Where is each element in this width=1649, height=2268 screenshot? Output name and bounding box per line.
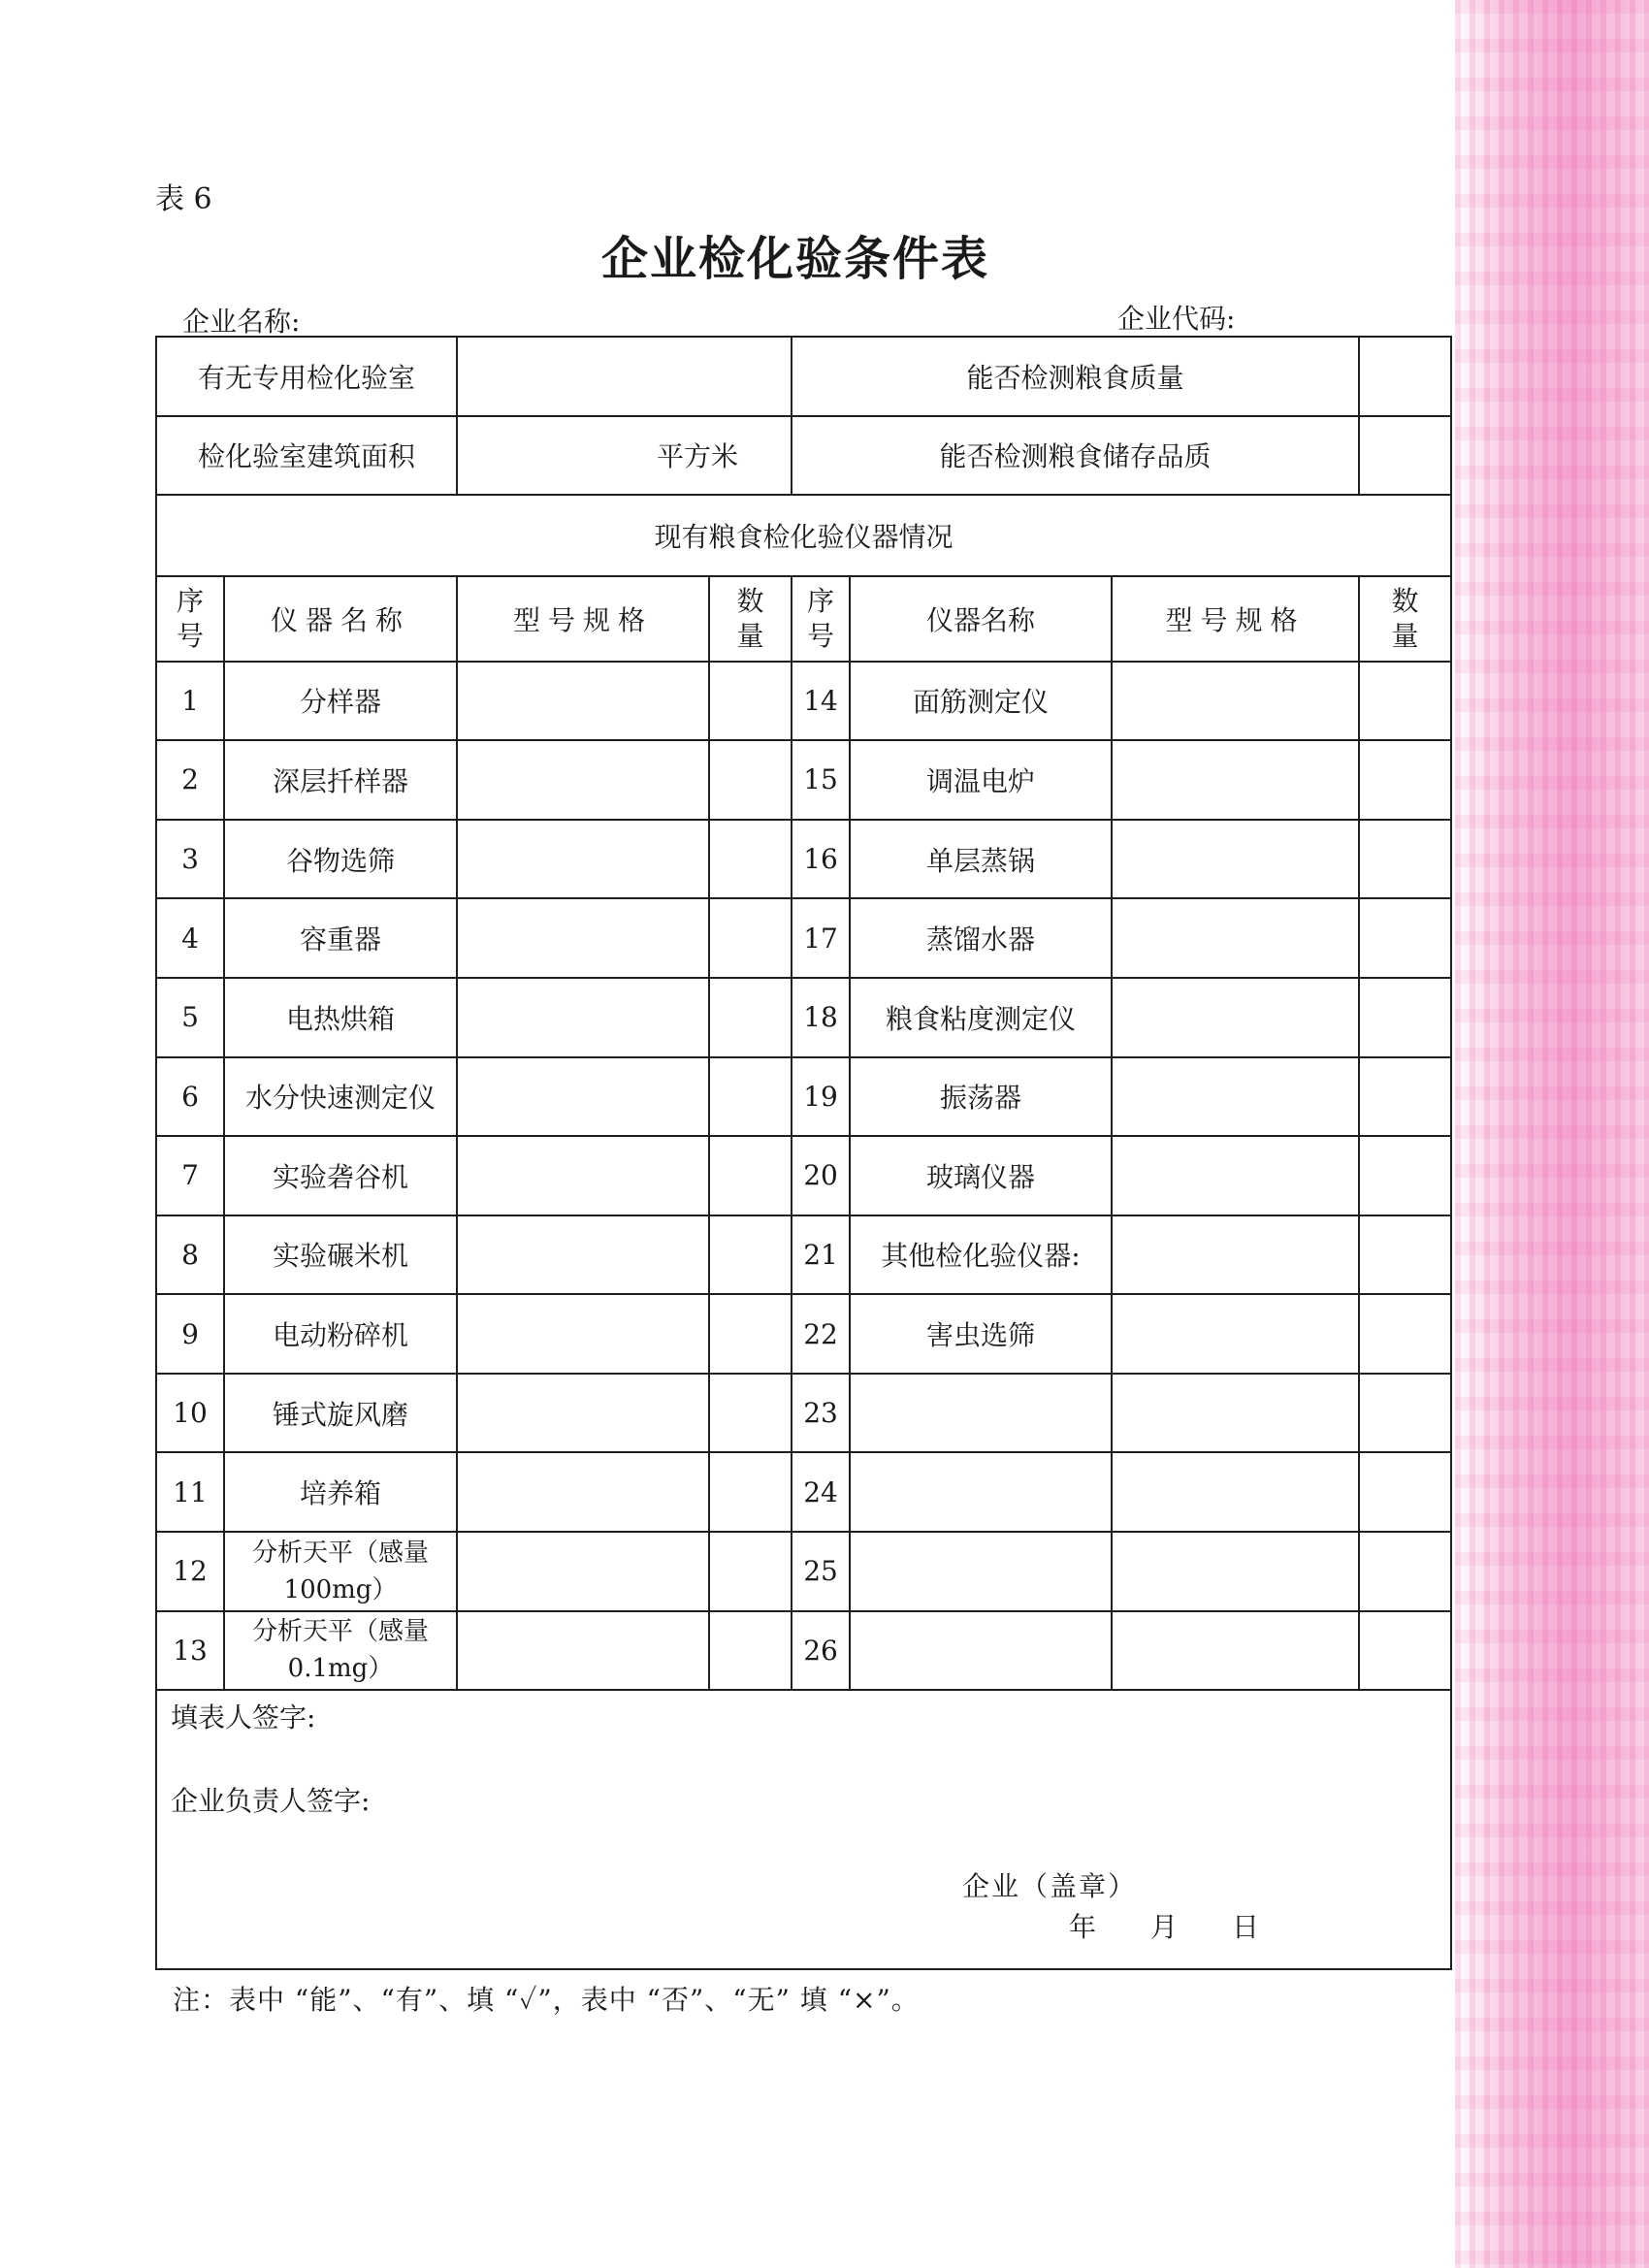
col-header-qty-right: 数量 (1359, 576, 1451, 662)
qty-right-input[interactable] (1359, 1374, 1451, 1453)
qty-left-input[interactable] (709, 978, 792, 1057)
instrument-row (156, 1374, 1451, 1453)
seq-left: 10 (156, 1374, 224, 1453)
pink-carbon-copy-edge (1455, 0, 1649, 2268)
instrument-name-right: 单层蒸锅 (850, 820, 1112, 899)
spec-left-input[interactable] (457, 978, 709, 1057)
qty-right-input[interactable] (1359, 1215, 1451, 1295)
seq-right: 15 (792, 740, 850, 820)
instrument-row (156, 898, 1451, 978)
seq-right: 23 (792, 1374, 850, 1453)
qty-left-input[interactable] (709, 662, 792, 741)
signature-row (156, 1690, 1451, 1969)
can-test-storage-label: 能否检测粮食储存品质 (792, 416, 1359, 496)
qty-right-input[interactable] (1359, 662, 1451, 741)
instrument-name-right (850, 1374, 1112, 1453)
instrument-name-left: 分样器 (224, 662, 457, 741)
instrument-row (156, 1136, 1451, 1215)
spec-left-input[interactable] (457, 820, 709, 899)
qty-left-input[interactable] (709, 898, 792, 978)
instrument-row (156, 820, 1451, 899)
instrument-name-right: 粮食粘度测定仪 (850, 978, 1112, 1057)
seq-right: 25 (792, 1532, 850, 1611)
spec-left-input[interactable] (457, 1452, 709, 1532)
instrument-row (156, 1611, 1451, 1691)
spec-left-input[interactable] (457, 1057, 709, 1137)
page-title: 企业检化验条件表 (600, 232, 989, 286)
spec-left-input[interactable] (457, 1532, 709, 1611)
seq-right: 20 (792, 1136, 850, 1215)
seq-left: 6 (156, 1057, 224, 1137)
qty-left-input[interactable] (709, 1136, 792, 1215)
has-lab-value[interactable] (457, 337, 792, 416)
date-labels[interactable]: 年月日 (1069, 1911, 1314, 1944)
seq-left: 11 (156, 1452, 224, 1532)
footnote: 注：表中 “能”、“有”、填 “✓”，表中 “否”、“无” 填 “×”。 (173, 1984, 920, 2016)
instrument-name-right (850, 1452, 1112, 1532)
lab-area-unit: 平方米 (657, 440, 739, 473)
seq-left: 1 (156, 662, 224, 741)
spec-left-input[interactable] (457, 1215, 709, 1295)
seq-right: 16 (792, 820, 850, 899)
spec-left-input[interactable] (457, 1294, 709, 1374)
seq-right: 18 (792, 978, 850, 1057)
instrument-name-left: 锤式旋风磨 (224, 1374, 457, 1453)
seq-left: 2 (156, 740, 224, 820)
spec-right-input[interactable] (1112, 978, 1359, 1057)
lab-area-value[interactable] (457, 416, 792, 496)
instrument-name-left: 深层扦样器 (224, 740, 457, 820)
col-header-qty-left: 数量 (709, 576, 792, 662)
qty-right-input[interactable] (1359, 740, 1451, 820)
col-header-spec-right: 型号规格 (1112, 576, 1359, 662)
qty-left-input[interactable] (709, 1452, 792, 1532)
qty-left-input[interactable] (709, 1532, 792, 1611)
spec-right-input[interactable] (1112, 1452, 1359, 1532)
qty-right-input[interactable] (1359, 1452, 1451, 1532)
instrument-name-right: 蒸馏水器 (850, 898, 1112, 978)
instrument-name-left: 分析天平（感量0.1mg） (224, 1611, 457, 1691)
instrument-row (156, 1057, 1451, 1137)
info-row-area (156, 416, 1451, 496)
spec-left-input[interactable] (457, 1136, 709, 1215)
instrument-row (156, 740, 1451, 820)
instrument-name-right: 振荡器 (850, 1057, 1112, 1137)
spec-right-input[interactable] (1112, 1215, 1359, 1295)
qty-right-input[interactable] (1359, 1136, 1451, 1215)
spec-right-input[interactable] (1112, 740, 1359, 820)
instrument-row (156, 978, 1451, 1057)
qty-right-input[interactable] (1359, 898, 1451, 978)
instrument-name-right: 其他检化验仪器: (850, 1215, 1112, 1295)
seq-left: 9 (156, 1294, 224, 1374)
instrument-name-left: 电热烘箱 (224, 978, 457, 1057)
spec-right-input[interactable] (1112, 1611, 1359, 1691)
seq-right: 26 (792, 1611, 850, 1691)
instrument-row (156, 1452, 1451, 1532)
company-name-label: 企业名称: (182, 306, 301, 338)
spec-left-input[interactable] (457, 1611, 709, 1691)
can-test-quality-label: 能否检测粮食质量 (792, 337, 1359, 416)
qty-right-input[interactable] (1359, 1057, 1451, 1137)
spec-right-input[interactable] (1112, 1374, 1359, 1453)
qty-right-input[interactable] (1359, 1532, 1451, 1611)
qty-left-input[interactable] (709, 740, 792, 820)
lab-area-label: 检化验室建筑面积 (156, 416, 457, 496)
instrument-name-left: 电动粉碎机 (224, 1294, 457, 1374)
instrument-name-left: 分析天平（感量100mg） (224, 1532, 457, 1611)
spec-left-input[interactable] (457, 898, 709, 978)
qty-right-input[interactable] (1359, 820, 1451, 899)
instrument-row (156, 662, 1451, 741)
seq-left: 4 (156, 898, 224, 978)
seq-right: 21 (792, 1215, 850, 1295)
seq-left: 12 (156, 1532, 224, 1611)
qty-left-input[interactable] (709, 820, 792, 899)
spec-left-input[interactable] (457, 740, 709, 820)
instrument-name-left: 水分快速测定仪 (224, 1057, 457, 1137)
spec-right-input[interactable] (1112, 898, 1359, 978)
section-row (156, 495, 1451, 576)
company-seal-label: 企业（盖章） (962, 1870, 1138, 1903)
seq-right: 19 (792, 1057, 850, 1137)
seq-left: 13 (156, 1611, 224, 1691)
spec-left-input[interactable] (457, 1374, 709, 1453)
col-header-seq-left: 序号 (156, 576, 224, 662)
spec-right-input[interactable] (1112, 1294, 1359, 1374)
instrument-row (156, 1215, 1451, 1295)
instrument-name-right: 害虫选筛 (850, 1294, 1112, 1374)
instrument-name-left: 实验砻谷机 (224, 1136, 457, 1215)
info-row-lab (156, 337, 1451, 416)
column-header-row (156, 576, 1451, 662)
signature-area (156, 1690, 1451, 1969)
seq-right: 14 (792, 662, 850, 741)
instrument-row (156, 1294, 1451, 1374)
instrument-name-left: 培养箱 (224, 1452, 457, 1532)
table-number: 表 6 (155, 182, 212, 216)
lab-conditions-table (155, 336, 1452, 1970)
instrument-name-right: 面筋测定仪 (850, 662, 1112, 741)
qty-right-input[interactable] (1359, 1611, 1451, 1691)
has-lab-label: 有无专用检化验室 (156, 337, 457, 416)
seq-left: 3 (156, 820, 224, 899)
spec-right-input[interactable] (1112, 1057, 1359, 1137)
instrument-name-right: 玻璃仪器 (850, 1136, 1112, 1215)
instrument-name-right (850, 1611, 1112, 1691)
col-header-name-right: 仪器名称 (850, 576, 1112, 662)
instrument-name-right (850, 1532, 1112, 1611)
spec-right-input[interactable] (1112, 1532, 1359, 1611)
instrument-name-left: 容重器 (224, 898, 457, 978)
seq-right: 22 (792, 1294, 850, 1374)
spec-right-input[interactable] (1112, 820, 1359, 899)
spec-right-input[interactable] (1112, 1136, 1359, 1215)
instrument-name-left: 谷物选筛 (224, 820, 457, 899)
instrument-name-left: 实验碾米机 (224, 1215, 457, 1295)
section-title: 现有粮食检化验仪器情况 (156, 495, 1451, 576)
col-header-seq-right: 序号 (792, 576, 850, 662)
qty-right-input[interactable] (1359, 978, 1451, 1057)
seq-left: 7 (156, 1136, 224, 1215)
seq-left: 8 (156, 1215, 224, 1295)
manager-signature-label[interactable]: 企业负责人签字: (171, 1785, 371, 1818)
instrument-name-right: 调温电炉 (850, 740, 1112, 820)
company-code-label: 企业代码: (1117, 303, 1236, 335)
qty-right-input[interactable] (1359, 1294, 1451, 1374)
spec-left-input[interactable] (457, 662, 709, 741)
seq-right: 17 (792, 898, 850, 978)
qty-left-input[interactable] (709, 1374, 792, 1453)
qty-left-input[interactable] (709, 1294, 792, 1374)
instrument-row (156, 1532, 1451, 1611)
can-test-storage-value[interactable] (1359, 416, 1451, 496)
qty-left-input[interactable] (709, 1611, 792, 1691)
col-header-spec-left: 型号规格 (457, 576, 709, 662)
col-header-name-left: 仪器名称 (224, 576, 457, 662)
qty-left-input[interactable] (709, 1057, 792, 1137)
seq-right: 24 (792, 1452, 850, 1532)
filler-signature-label[interactable]: 填表人签字: (171, 1701, 316, 1734)
spec-right-input[interactable] (1112, 662, 1359, 741)
seq-left: 5 (156, 978, 224, 1057)
can-test-quality-value[interactable] (1359, 337, 1451, 416)
qty-left-input[interactable] (709, 1215, 792, 1295)
